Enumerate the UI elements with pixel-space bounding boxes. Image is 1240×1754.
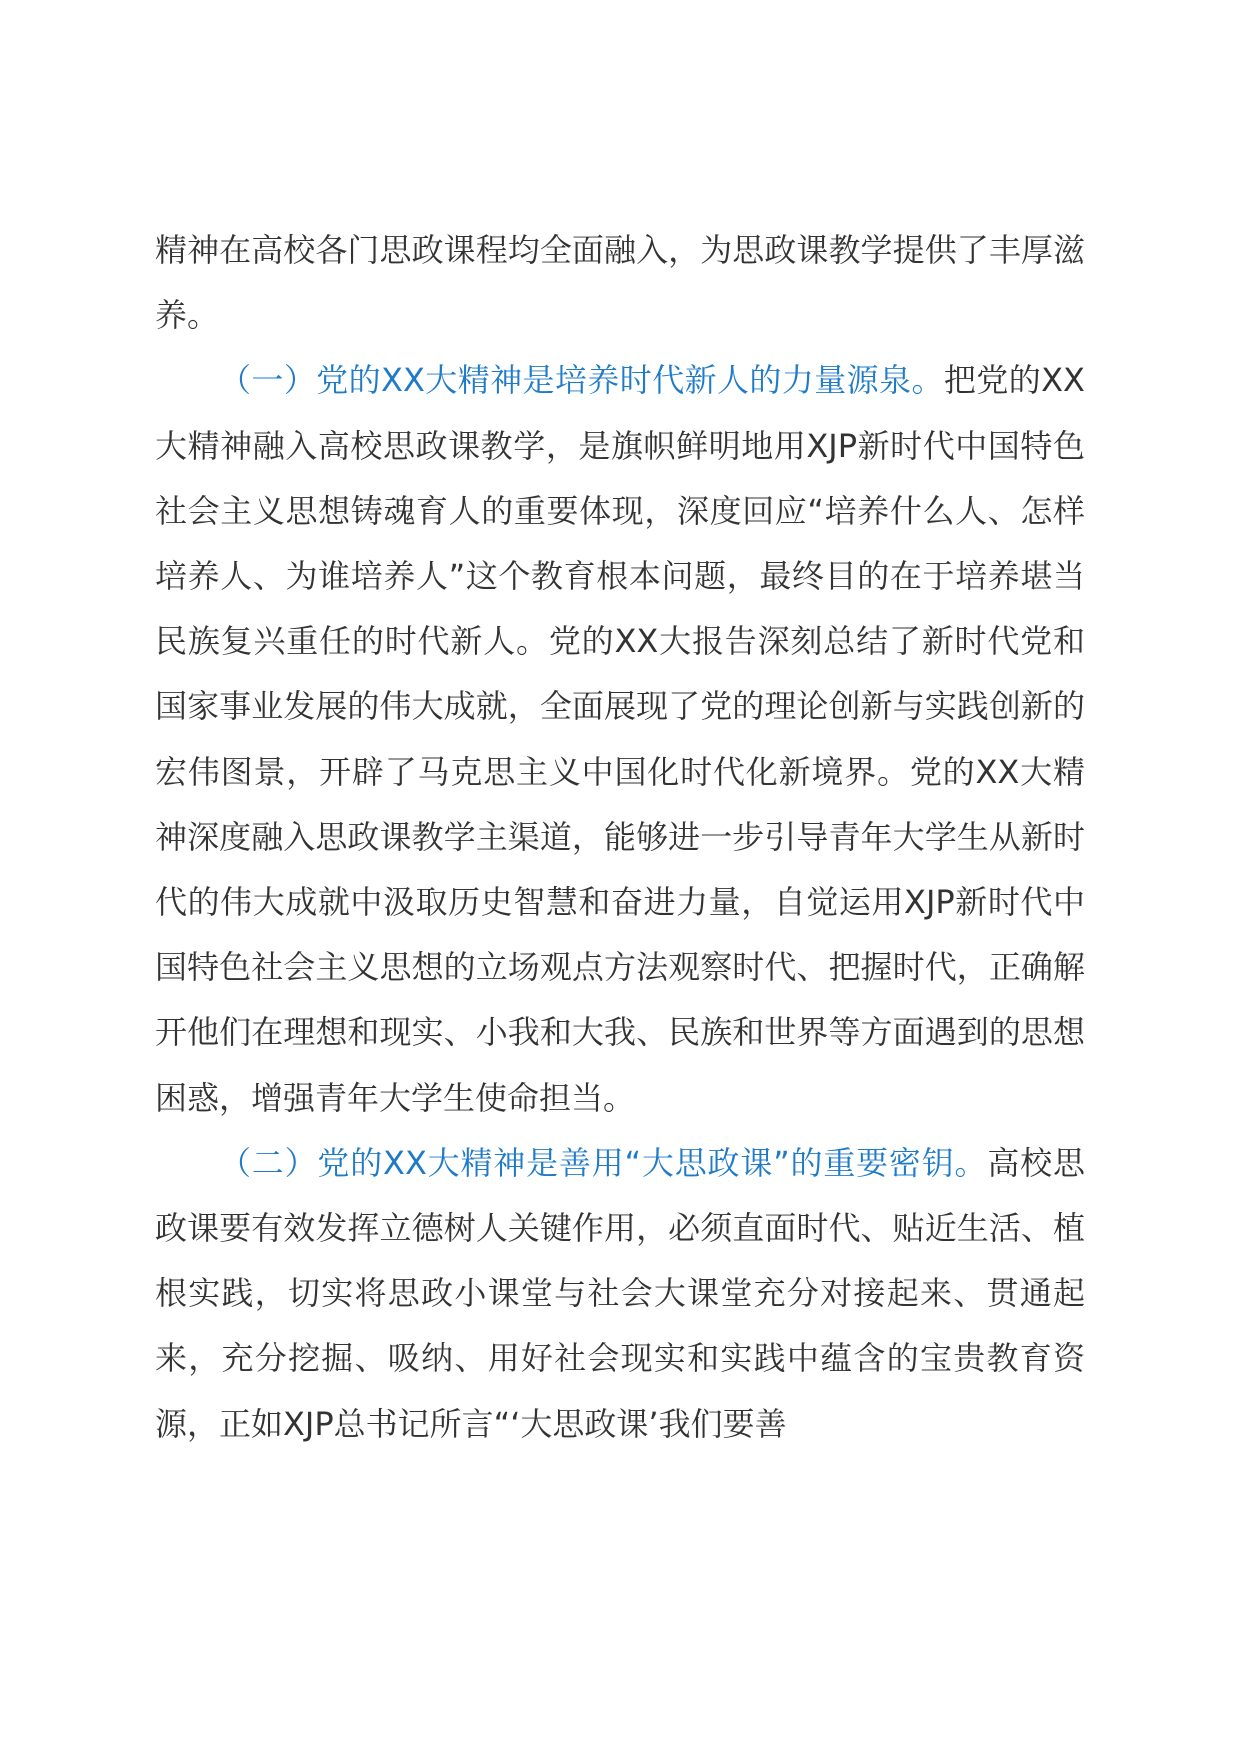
section-heading-2: （二）党的XX大精神是善用“大思政课”的重要密钥。: [219, 1143, 988, 1182]
paragraph-continuation: [155, 218, 1085, 348]
paragraph-section-2: [155, 1131, 1085, 1457]
section-heading-1: （一）党的XX大精神是培养时代新人的力量源泉。: [219, 361, 944, 400]
paragraph-section-1: [155, 348, 1085, 1130]
document-body: [155, 218, 1085, 1457]
paragraph-text: 高校思政课要有效发挥立德树人关键作用，必须直面时代、贴近生活、植根实践，切实将思政小课堂与社会大课堂充分对接起来、贯通起来，充分挖掘、吸纳、用好社会现实和实践中蕴含的宝贵教育资源，正如XJP总书记所言“‘大思政课’我们要善: [155, 1143, 1085, 1443]
paragraph-text: 精神在高校各门思政课程均全面融入，为思政课教学提供了丰厚滋养。: [155, 231, 1085, 335]
paragraph-text: 把党的XX大精神融入高校思政课教学，是旗帜鲜明地用XJP新时代中国特色社会主义思想铸魂育人的重要体现，深度回应“培养什么人、怎样培养人、为谁培养人”这个教育根本问题，最终目的在于培养堪当民族复兴重任的时代新人。党的XX大报告深刻总结了新时代党和国家事业发展的伟大成就，全面展现了党的理论创新与实践创新的宏伟图景，开辟了马克思主义中国化时代化新境界。党的XX大精神深度融入思政课教学主渠道，能够进一步引导青年大学生从新时代的伟大成就中汲取历史智慧和奋进力量，自觉运用XJP新时代中国特色社会主义思想的立场观点方法观察时代、把握时代，正确解开他们在理想和现实、小我和大我、民族和世界等方面遇到的思想困惑，增强青年大学生使命担当。: [155, 361, 1085, 1117]
